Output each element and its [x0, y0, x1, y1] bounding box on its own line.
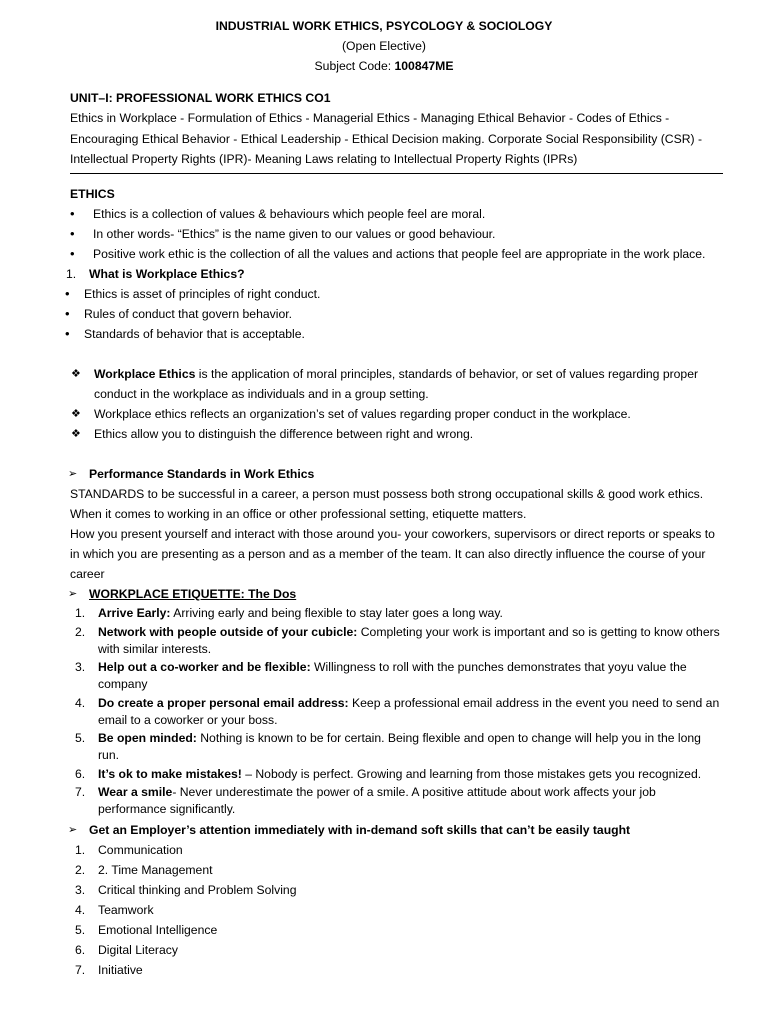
list-item	[70, 424, 722, 444]
workplace-ethics-question	[66, 264, 722, 284]
list-item: 6. Digital Literacy	[75, 942, 178, 957]
performance-paragraph-1: STANDARDS to be successful in a career, a person must possess both strong occupational skills & good work ethics. When it comes to working in an office or other professional setting, etiquette matters.	[70, 486, 704, 521]
arrow-icon: ➢	[68, 587, 78, 600]
performance-paragraph-2: How you present yourself and interact with those around you- your coworkers, supervisors or direct reports or speaks to in which you are presenting as a person and as a member of the team. It can also directly influence the course of your career	[70, 526, 715, 581]
document-subtitle: (Open Elective)	[342, 39, 426, 53]
item-text: Workplace ethics reflects an organization’s set of values regarding proper conduct in the workplace.	[94, 406, 631, 421]
item-bold: Workplace Ethics	[94, 366, 196, 381]
unit-description: Ethics in Workplace - Formulation of Ethics - Managerial Ethics - Managing Ethical Behavior - Codes of Ethics - Encouraging Ethical Behavior - Ethical Leadership - Ethical Decision making. Corporate Social Responsibility (CSR) - Intellectual Property Rights (IPR)- Meaning Laws relating to Intellectual Property Rights (IPRs)	[70, 111, 703, 166]
list-item: 3. Help out a co-worker and be flexible: Willingness to roll with the punches demonstrates that yoyu value the company	[75, 660, 687, 691]
performance-heading: ➢ Performance Standards in Work Ethics	[70, 464, 722, 484]
diamond-list	[70, 364, 722, 444]
list-item: • Positive work ethic is the collection of all the values and actions that people feel are appropriate in the work place.	[70, 244, 722, 264]
softskills-heading: ➢ Get an Employer’s attention immediately with in-demand soft skills that can’t be easily taught	[70, 820, 722, 840]
list-item: • In other words- “Ethics” is the name given to our values or good behaviour.	[70, 224, 722, 244]
list-item: 3. Critical thinking and Problem Solving	[75, 882, 297, 897]
item-text: Ethics allow you to distinguish the difference between right and wrong.	[94, 426, 474, 441]
arrow-icon: ➢	[68, 823, 78, 836]
etiquette-list	[70, 605, 722, 818]
question-number: 1.	[66, 266, 77, 281]
unit-heading: UNIT–I: PROFESSIONAL WORK ETHICS CO1	[70, 91, 331, 105]
list-item: • Rules of conduct that govern behavior.	[65, 304, 722, 324]
ethics-bullet-list	[70, 204, 722, 264]
list-item: 2. Network with people outside of your cubicle: Completing your work is important and so is getting to know others with similar interests.	[75, 624, 720, 656]
list-item: 5. Emotional Intelligence	[75, 922, 218, 937]
document-title: INDUSTRIAL WORK ETHICS, PSYCOLOGY & SOCIOLOGY	[215, 19, 553, 33]
arrow-icon: ➢	[68, 467, 78, 480]
divider-line	[70, 173, 723, 174]
subject-code	[0, 56, 768, 76]
softskills-list	[70, 840, 722, 980]
list-item: 7. Initiative	[75, 962, 143, 977]
subject-code-label: Subject Code:	[314, 59, 395, 73]
list-item: 4. Teamwork	[75, 902, 154, 917]
document-header	[0, 0, 768, 76]
list-item	[70, 364, 722, 404]
list-item: 1. Communication	[75, 842, 183, 857]
list-item: 1. Arrive Early: Arriving early and being flexible to stay later goes a long way.	[75, 606, 503, 620]
list-item: 7. Wear a smile- Never underestimate the power of a smile. A positive attitude about work affects your job performance significantly.	[75, 785, 656, 816]
subject-code-value: 100847ME	[394, 59, 454, 73]
diamond-icon: ❖	[71, 427, 81, 440]
ethics-heading: ETHICS	[70, 186, 115, 201]
list-item: • Ethics is a collection of values & behaviours which people feel are moral.	[70, 204, 722, 224]
diamond-icon: ❖	[71, 407, 81, 420]
etiquette-heading: ➢ WORKPLACE ETIQUETTE: The Dos	[70, 584, 722, 604]
list-item: • Ethics is asset of principles of right conduct.	[65, 284, 722, 304]
list-item: • Standards of behavior that is acceptable.	[65, 324, 722, 344]
item-text: is the application of moral principles, standards of behavior, or set of values regarding proper conduct in the workplace as individuals and in a group setting.	[94, 366, 699, 401]
list-item	[70, 404, 722, 424]
workplace-bullet-list	[70, 284, 722, 344]
list-item: 6. It’s ok to make mistakes! – Nobody is perfect. Growing and learning from those mistakes gets you recognized.	[75, 766, 702, 781]
list-item: 5. Be open minded: Nothing is known to be for certain. Being flexible and open to change will help you in the long run.	[75, 731, 701, 762]
diamond-icon: ❖	[71, 367, 81, 380]
list-item: 2. 2. Time Management	[75, 862, 213, 877]
list-item: 4. Do create a proper personal email address: Keep a professional email address in the event you need to send an email to a coworker or your boss.	[75, 695, 720, 727]
question-heading: What is Workplace Ethics?	[89, 266, 245, 281]
